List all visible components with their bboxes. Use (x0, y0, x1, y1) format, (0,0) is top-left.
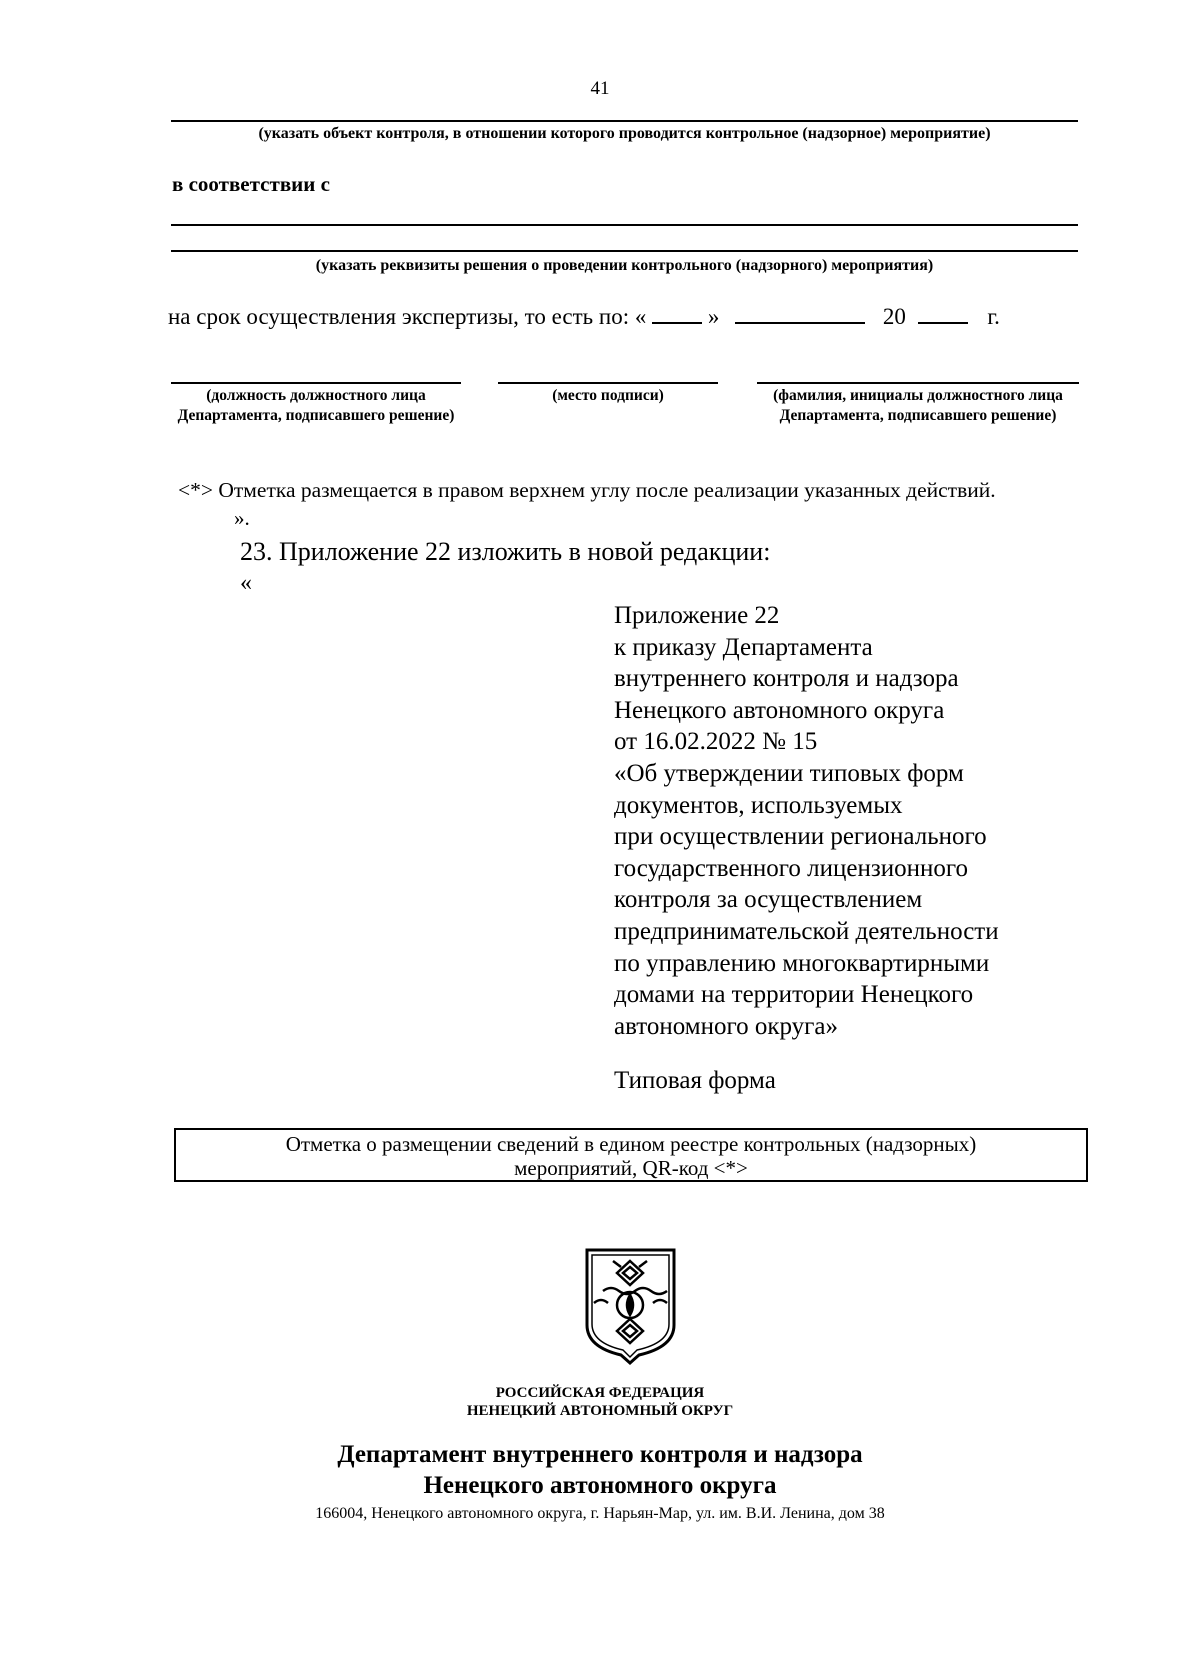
appendix-line: контроля за осуществлением (614, 886, 923, 914)
appendix-line: от 16.02.2022 № 15 (614, 728, 818, 756)
term-year-blank (918, 300, 968, 324)
appendix-line: Ненецкого автономного округа (614, 696, 945, 724)
appendix-line: государственного лицензионного (614, 854, 969, 882)
coat-of-arms-icon (583, 1247, 678, 1365)
term-suffix: г. (987, 304, 1000, 329)
caption-requisites: (указать реквизиты решения о проведении контрольного (надзорного) мероприятия) (315, 257, 934, 274)
appendix-line: внутреннего контроля и надзора (614, 665, 959, 693)
letterhead-country: РОССИЙСКАЯ ФЕДЕРАЦИЯ (495, 1385, 705, 1401)
term-month-blank (735, 300, 865, 324)
appendix-line: «Об утверждении типовых форм (614, 759, 964, 787)
term-mid: » (707, 304, 720, 329)
letterhead-address: 166004, Ненецкого автономного округа, г. Нарьян-Мар, ул. им. В.И. Ленина, дом 38 (315, 1505, 885, 1522)
appendix-line: по управлению многоквартирными (614, 949, 990, 977)
appendix-line: предпринимательской деятельности (614, 917, 999, 945)
letterhead-department-line-2: Ненецкого автономного округа (423, 1472, 777, 1499)
appendix-line: автономного округа» (614, 1012, 839, 1040)
registry-box-line-2: мероприятий, QR-код <*> (514, 1156, 748, 1180)
signature-place-line (498, 382, 718, 384)
footnote: <*> Отметка размещается в правом верхнем углу после реализации указанных действий. (178, 478, 996, 502)
term-year: 20 (882, 304, 906, 329)
caption-object: (указать объект контроля, в отношении которого проводится контрольное (надзорное) мероприятие) (258, 125, 991, 142)
registry-box-line-1: Отметка о размещении сведений в едином реестре контрольных (надзорных) (285, 1132, 977, 1156)
object-line (171, 120, 1078, 122)
requisites-line-1 (171, 224, 1078, 226)
in-accordance-text: в соответствии с (172, 172, 330, 196)
appendix-line: домами на территории Ненецкого (614, 981, 974, 1009)
appendix-header (614, 600, 999, 1042)
letterhead-department-line-1: Департамент внутреннего контроля и надзора (337, 1441, 863, 1468)
signature-name-line (757, 382, 1079, 384)
appendix-line: документов, используемых (614, 791, 903, 819)
signature-place-caption: (место подписи) (552, 387, 664, 404)
item-23: 23. Приложение 22 изложить в новой редакции: (240, 537, 771, 566)
page-number: 41 (590, 78, 610, 99)
appendix-line: Приложение 22 (614, 602, 780, 629)
letterhead-region: НЕНЕЦКИЙ АВТОНОМНЫЙ ОКРУГ (466, 1403, 734, 1419)
term-prefix: на срок осуществления экспертизы, то есть по: « (168, 304, 647, 329)
appendix-line: при осуществлении регионального (614, 823, 987, 851)
opening-quote: « (240, 570, 252, 596)
term-line (168, 300, 1000, 330)
signature-name-caption: (фамилия, инициалы должностного лица Департамента, подписавшего решение) (773, 387, 1063, 424)
typical-form-label: Типовая форма (614, 1067, 776, 1094)
signature-position-caption: (должность должностного лица Департамента, подписавшего решение) (177, 387, 455, 424)
term-day-blank (652, 300, 702, 324)
closing-quote: ». (234, 506, 250, 530)
signature-position-line (171, 382, 461, 384)
registry-box (174, 1128, 1088, 1182)
appendix-line: к приказу Департамента (614, 633, 873, 661)
requisites-line-2 (171, 250, 1078, 252)
